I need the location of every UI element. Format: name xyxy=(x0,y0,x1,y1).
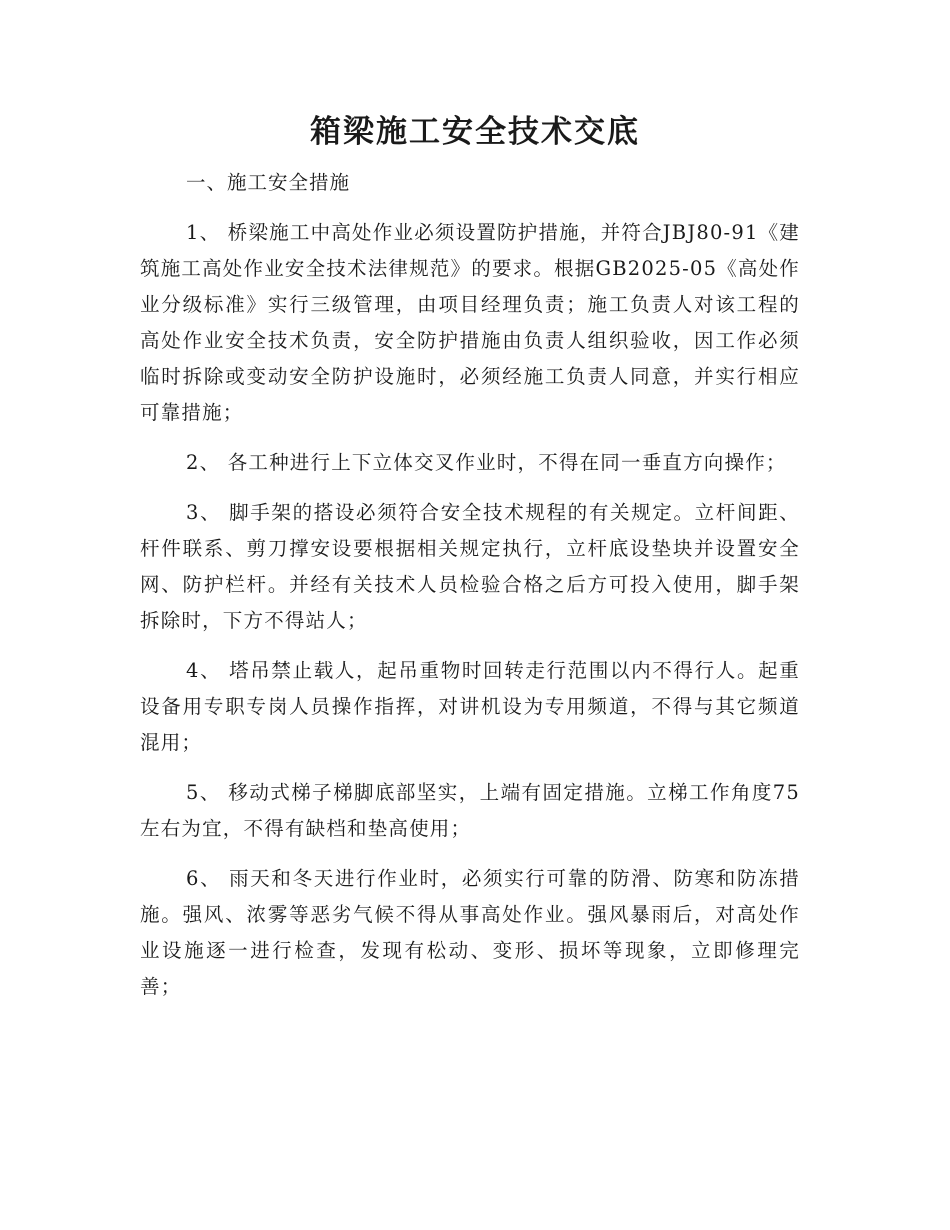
paragraph-2: 2、 各工种进行上下立体交叉作业时，不得在同一垂直方向操作； xyxy=(186,451,787,474)
paragraph-4: 4、 塔吊禁止载人，起吊重物时回转走行范围以内不得行人。起重设备用专职专岗人员操作指挥，对讲机设为专用频道，不得与其它频道混用； xyxy=(140,659,800,754)
document-body xyxy=(140,165,800,1019)
document-title: 箱梁施工安全技术交底 xyxy=(310,114,640,150)
section-heading: 一、施工安全措施 xyxy=(186,171,351,194)
paragraph-3: 3、 脚手架的搭设必须符合安全技术规程的有关规定。立杆间距、杆件联系、剪刀撑安设要根据相关规定执行，立杆底设垫块并设置安全网、防护栏杆。并经有关技术人员检验合格之后方可投入使用，脚手架拆除时，下方不得站人； xyxy=(140,501,800,632)
paragraph-5: 5、 移动式梯子梯脚底部坚实，上端有固定措施。立梯工作角度75左右为宜，不得有缺档和垫高使用； xyxy=(140,781,800,840)
paragraph-6: 6、 雨天和冬天进行作业时，必须实行可靠的防滑、防寒和防冻措施。强风、浓雾等恶劣气候不得从事高处作业。强风暴雨后，对高处作业设施逐一进行检查，发现有松动、变形、损坏等现象，立即修理完善； xyxy=(140,867,800,998)
paragraph-1: 1、 桥梁施工中高处作业必须设置防护措施，并符合JBJ80-91《建筑施工高处作业安全技术法律规范》的要求。根据GB2025-05《高处作业分级标准》实行三级管理，由项目经理负责；施工负责人对该工程的高处作业安全技术负责，安全防护措施由负责人组织验收，因工作必须临时拆除或变动安全防护设施时，必须经施工负责人同意，并实行相应可靠措施； xyxy=(140,221,800,424)
